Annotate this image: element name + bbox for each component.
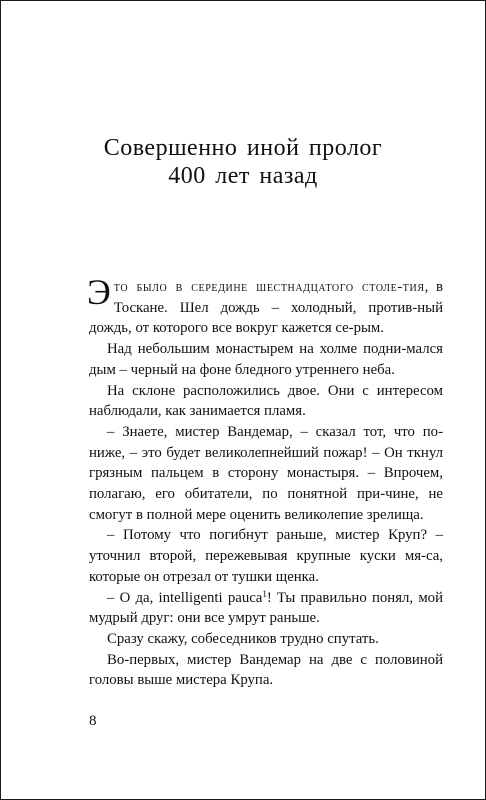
paragraph-1-rest: , в Тоскане. Шел дождь – холодный, против-ный дождь, от которого все вокруг кажется се-рым. — [89, 279, 444, 337]
chapter-title — [1, 134, 485, 190]
chapter-body — [87, 272, 444, 691]
drop-cap: Э — [87, 272, 111, 312]
footnote-marker[interactable]: 1 — [262, 588, 267, 599]
paragraph-5: – Потому что погибнут раньше, мистер Круп? – уточнил второй, пережевывая крупные куски мя-са, которые он отрезал от тушки щенка. — [89, 527, 443, 585]
paragraph-4: – Знаете, мистер Вандемар, – сказал тот, что по-ниже, – это будет великолепнейший пожар! – Он ткнул грязным пальцем в сторону монастыря. – Впрочем, полагаю, его обитатели, по понятной при-чине, не смогут в полной мере оценить великолепие зрелища. — [89, 423, 443, 523]
paragraph-7: Сразу скажу, собеседников трудно спутать. — [107, 630, 379, 647]
paragraph-6-before: – О да, intelligenti pauca — [107, 589, 263, 606]
paragraph-6-after: ! Ты правильно понял, мой мудрый друг: они все умрут раньше. — [89, 589, 443, 627]
paragraph-6 — [89, 588, 443, 629]
paragraph-3: На склоне расположились двое. Они с интересом наблюдали, как занимается пламя. — [89, 382, 443, 420]
paragraph-8: Во-первых, мистер Вандемар на две с половиной головы выше мистера Крупа. — [89, 651, 443, 689]
page-number: 8 — [89, 713, 97, 729]
paragraph-2: Над небольшим монастырем на холме подни-мался дым – черный на фоне бледного утреннего неба. — [89, 341, 443, 378]
paragraph-1 — [87, 272, 444, 339]
chapter-title-line-2: 400 лет назад — [168, 163, 318, 189]
opening-small-caps: то было в середине шестнадцатого столе-тия — [113, 279, 425, 295]
chapter-title-line-1: Совершенно иной пролог — [103, 135, 383, 161]
